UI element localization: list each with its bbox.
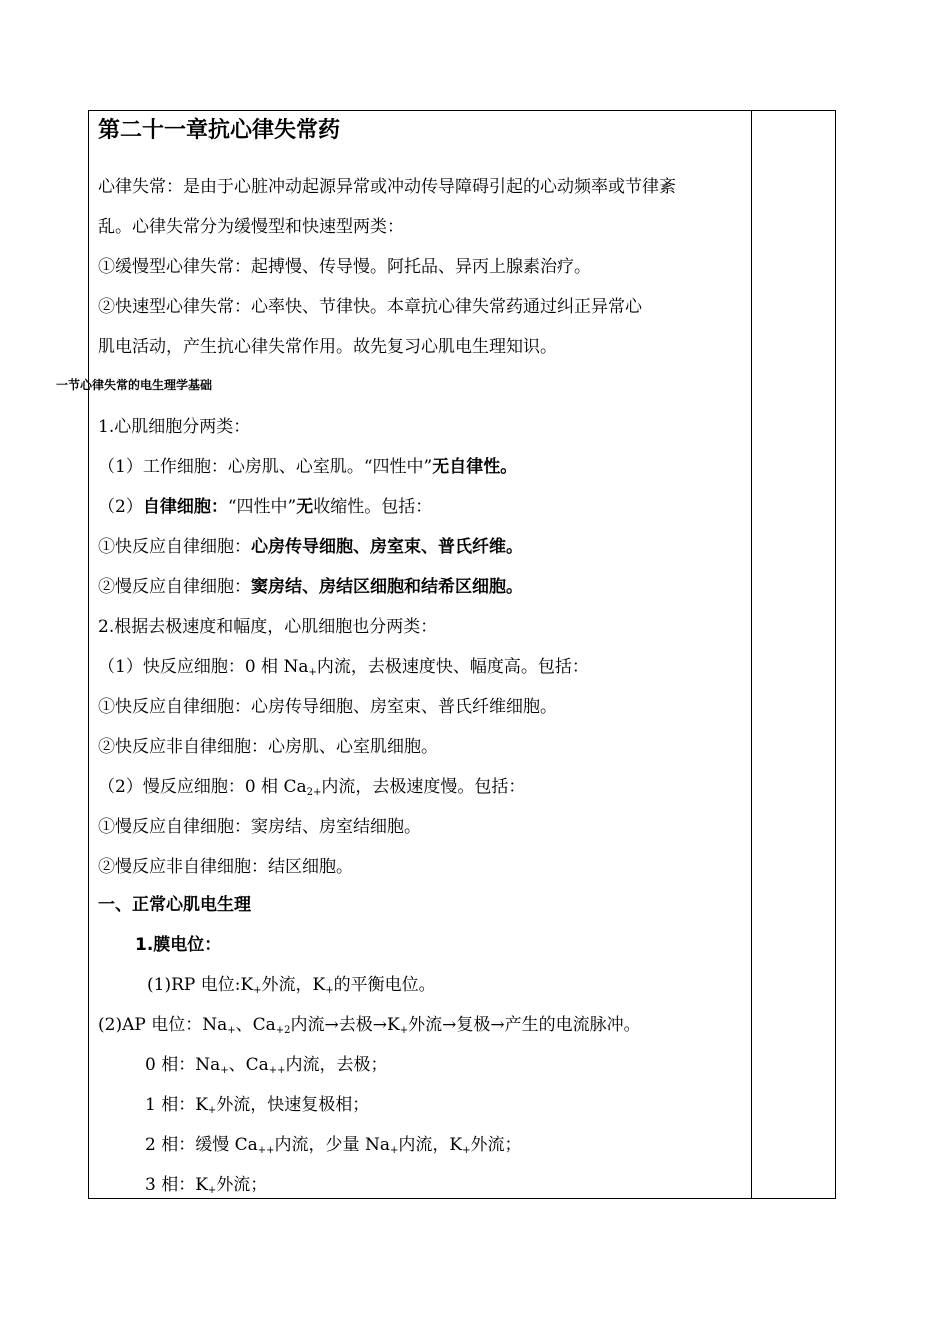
cls2-heading: 2.根据去极速度和幅度，心肌细胞也分两类： [98, 617, 438, 637]
rp-text-b: 外流，K [261, 975, 326, 995]
fast-nonauto-cells: ②快反应非自律细胞：心房肌、心室肌细胞。 [98, 737, 438, 757]
auto-cell-bold1: 自律细胞： [142, 497, 228, 517]
phase-2-charge-1: ++ [257, 1145, 275, 1156]
phase-2-charge-3: + [462, 1145, 471, 1156]
phase-3-line [145, 1175, 267, 1198]
phase-0-text-a: 0 相：Na [145, 1055, 221, 1075]
ap-charge-1: + [227, 1025, 236, 1036]
right-column-divider [751, 111, 752, 1198]
ap-text-a: (2)AP 电位：Na [98, 1015, 228, 1035]
phase-1-text-a: 1 相：K [145, 1095, 208, 1115]
rp-text-a: (1)RP 电位:K [147, 975, 254, 995]
work-cell-bold: 无自律性。 [432, 457, 518, 477]
slow-cell-line [98, 777, 525, 800]
slow-auto-prefix: ②慢反应自律细胞： [98, 577, 251, 597]
membrane-potential-heading: 1.膜电位： [135, 935, 222, 955]
phase-0-charge-2: ++ [268, 1065, 286, 1076]
intro-line-1: 心律失常：是由于心脏冲动起源异常或冲动传导障碍引起的心动频率或节律紊 [98, 177, 676, 197]
fast-auto-prefix: ①快反应自律细胞： [98, 537, 251, 557]
phase-2-line [145, 1135, 521, 1158]
normal-ep-heading: 一、正常心肌电生理 [98, 895, 251, 915]
rp-charge-2: + [325, 985, 334, 996]
fast-auto-line [98, 537, 523, 557]
ap-text-b: 、Ca [235, 1015, 276, 1035]
fast-cell-text-b: 内流，去极速度快、幅度高。包括： [316, 657, 589, 677]
slow-auto-cells: ①慢反应自律细胞：窦房结、房室结细胞。 [98, 817, 421, 837]
cls1-heading: 1.心肌细胞分两类： [98, 417, 251, 437]
phase-3-text-b: 外流； [216, 1175, 268, 1195]
ap-charge-2: +2 [275, 1025, 291, 1036]
work-cell-line [98, 457, 517, 477]
chapter-title: 第二十一章抗心律失常药 [98, 118, 341, 143]
fast-auto-cells: ①快反应自律细胞：心房传导细胞、房室束、普氏纤维细胞。 [98, 697, 557, 717]
intro-line-2: 乱。心律失常分为缓慢型和快速型两类： [98, 217, 404, 237]
section-title: 一节心律失常的电生理学基础 [56, 378, 213, 392]
phase-2-text-c: 内流，K [398, 1135, 463, 1155]
ap-text-d: 外流→复极→产生的电流脉冲。 [408, 1015, 641, 1035]
slow-cell-text-a: （2）慢反应细胞：0 相 Ca [98, 777, 307, 797]
phase-3-text-a: 3 相：K [145, 1175, 208, 1195]
phase-2-text-a: 2 相：缓慢 Ca [145, 1135, 258, 1155]
phase-2-text-d: 外流； [470, 1135, 522, 1155]
auto-cell-mid: “四性中” [227, 497, 297, 517]
phase-0-line [145, 1055, 388, 1078]
auto-cell-line [98, 497, 432, 517]
fast-cell-charge: + [308, 667, 317, 678]
slow-cell-charge: 2+ [306, 787, 322, 798]
phase-1-text-b: 外流，快速复极相； [216, 1095, 370, 1115]
phase-0-text-c: 内流，去极； [285, 1055, 388, 1075]
intro-line-3: ①缓慢型心律失常：起搏慢、传导慢。阿托品、异丙上腺素治疗。 [98, 257, 591, 277]
ap-charge-3: + [399, 1025, 409, 1036]
phase-1-charge: + [207, 1105, 217, 1116]
slow-auto-line [98, 577, 523, 597]
phase-2-charge-2: + [389, 1145, 399, 1156]
phase-1-line [145, 1095, 369, 1118]
auto-cell-post: 收缩性。包括： [313, 497, 433, 517]
ap-text-c: 内流→去极→K [290, 1015, 400, 1035]
phase-0-charge-1: + [220, 1065, 229, 1076]
phase-2-text-b: 内流，少量 Na [274, 1135, 390, 1155]
slow-nonauto-cells: ②慢反应非自律细胞：结区细胞。 [98, 857, 353, 877]
ap-line [98, 1015, 641, 1038]
work-cell-text: （1）工作细胞：心房肌、心室肌。“四性中” [98, 457, 433, 477]
slow-cell-text-b: 内流，去极速度慢。包括： [321, 777, 526, 797]
phase-0-text-b: 、Ca [228, 1055, 269, 1075]
auto-cell-prefix: （2） [98, 497, 143, 517]
auto-cell-bold2: 无 [296, 497, 314, 517]
rp-charge-1: + [253, 985, 262, 996]
phase-3-charge: + [207, 1185, 217, 1196]
rp-text-c: 的平衡电位。 [333, 975, 436, 995]
intro-line-5: 肌电活动，产生抗心律失常作用。故先复习心肌电生理知识。 [98, 337, 557, 357]
intro-line-4: ②快速型心律失常：心率快、节律快。本章抗心律失常药通过纠正异常心 [98, 297, 642, 317]
slow-auto-bold: 窦房结、房结区细胞和结希区细胞。 [251, 577, 523, 597]
fast-cell-line [98, 657, 589, 680]
fast-cell-text-a: （1）快反应细胞：0 相 Na [98, 657, 309, 677]
fast-auto-bold: 心房传导细胞、房室束、普氏纤维。 [251, 537, 523, 557]
rp-line [147, 975, 436, 998]
